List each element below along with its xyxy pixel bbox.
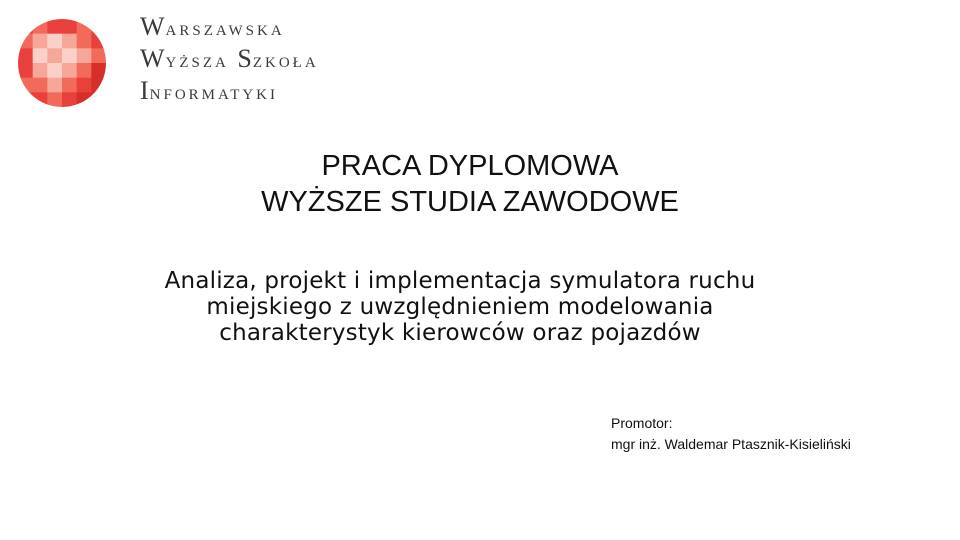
logo-tile: [33, 34, 48, 49]
logo-tile: [33, 78, 48, 93]
logo-tile: [77, 63, 92, 78]
promotor-label: Promotor:: [611, 415, 673, 431]
logo-tile: [62, 48, 77, 63]
thesis-title: [130, 268, 790, 346]
logo-tile: [77, 78, 92, 93]
logo-tile: [18, 34, 33, 49]
university-logo-mark: [18, 19, 106, 107]
logo-tile: [47, 34, 62, 49]
thesis-title-line-2: miejskiego z uwzględnieniem modelowania: [206, 294, 714, 320]
logo-tile: [18, 92, 33, 107]
logo-tile: [62, 92, 77, 107]
logo-tile: [77, 92, 92, 107]
logo-tile: [77, 19, 92, 34]
logo-tile: [33, 92, 48, 107]
logo-tile: [18, 19, 33, 34]
logo-tile: [18, 63, 33, 78]
logo-tile: [62, 63, 77, 78]
university-name: [140, 14, 319, 110]
logo-tile: [33, 19, 48, 34]
logo-tile: [91, 48, 106, 63]
logo-tile: [77, 34, 92, 49]
logo-tile: [47, 48, 62, 63]
logo-tile: [47, 92, 62, 107]
heading-line-1: PRACA DYPLOMOWA: [321, 150, 619, 182]
thesis-title-line-3: charakterystyk kierowców oraz pojazdów: [219, 320, 701, 346]
thesis-title-line-1: Analiza, projekt i implementacja symulatora ruchu: [164, 268, 756, 294]
document-heading: [0, 148, 940, 220]
logo-tile: [47, 78, 62, 93]
logo-tile: [91, 34, 106, 49]
heading-line-2: WYŻSZE STUDIA ZAWODOWE: [261, 186, 679, 218]
logo-tile: [18, 78, 33, 93]
logo-tile: [33, 63, 48, 78]
logo-tile: [62, 78, 77, 93]
logo-tile: [91, 63, 106, 78]
logo-tile: [91, 19, 106, 34]
logo-tile: [47, 63, 62, 78]
logo-tile: [47, 19, 62, 34]
logo-tile: [62, 19, 77, 34]
logo-tile: [91, 78, 106, 93]
university-name-line-2: Wyższa Szkoła: [140, 44, 319, 73]
promotor-block: [611, 413, 851, 455]
university-name-line-1: Warszawska: [140, 12, 285, 41]
university-name-line-3: Informatyki: [140, 76, 279, 105]
logo-tile: [18, 48, 33, 63]
promotor-name: mgr inż. Waldemar Ptasznik-Kisieliński: [611, 436, 851, 452]
logo-tile: [91, 92, 106, 107]
logo-tile: [33, 48, 48, 63]
logo-tile: [62, 34, 77, 49]
logo-grid-icon: [18, 19, 106, 107]
logo-tile: [77, 48, 92, 63]
